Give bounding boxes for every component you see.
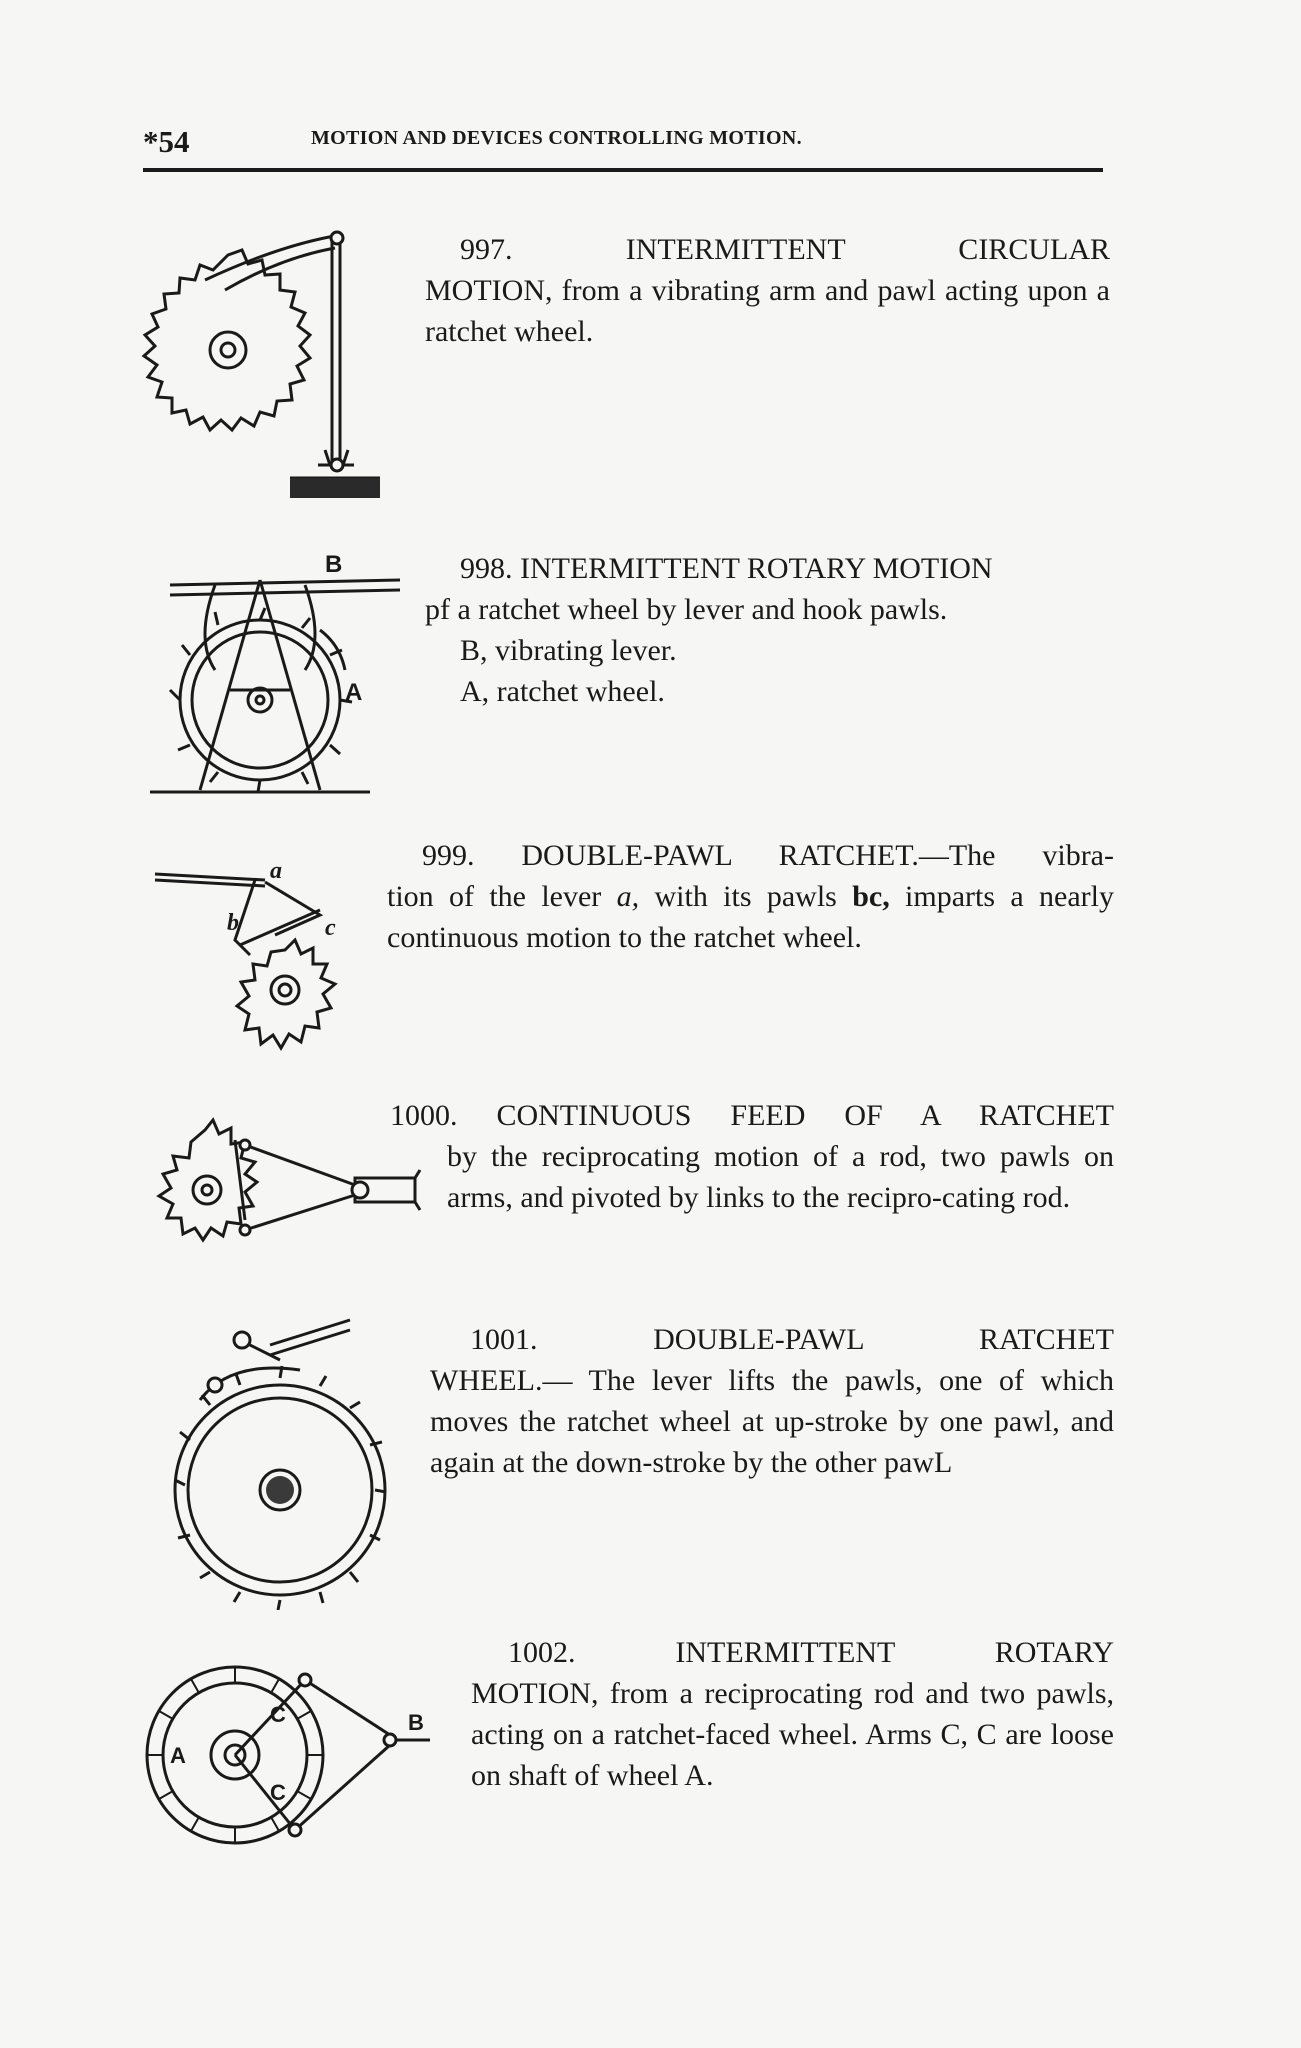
entry-998-line-3: A, ratchet wheel. [460,675,665,708]
figure-1000-continuous-feed [145,1110,425,1260]
entry-1000-heading: 1000. CONTINUOUS FEED OF A RATCHET [390,1099,1114,1132]
entry-999-text-c: imparts a nearly continuous motion to the ratchet wheel. [387,880,1114,954]
entry-999-text-a: tion of the lever [387,880,617,913]
figure-997-vibrating-arm-ratchet [140,220,400,520]
entry-1002-text: MOTION, from a reciprocating rod and two pawls, acting on a ratchet-faced wheel. Arms C, C are loose on shaft of wheel A. [471,1677,1114,1792]
figure-999-label-a: a [270,860,282,884]
page-number: *54 [143,124,190,159]
entry-998-line-1: pf a ratchet wheel by lever and hook pawls. [425,593,948,626]
figure-1002-label-a: A [170,1743,186,1768]
entry-999 [387,835,1114,958]
figure-1002-label-c-lower: C [270,1780,286,1805]
running-head: MOTION AND DEVICES CONTROLLING MOTION. [311,127,802,149]
entry-997-heading: 997. INTERMITTENT CIRCULAR [460,233,1110,266]
entry-999-lever-label: a, [616,880,640,913]
figure-1001-double-pawl-ratchet-wheel [160,1310,390,1610]
figure-998-label-a: A [345,679,363,706]
entry-999-heading: 999. DOUBLE-PAWL RATCHET.—The vibra- [422,839,1114,872]
entry-1002-heading: 1002. INTERMITTENT ROTARY [508,1636,1114,1669]
entry-1000-text: by the reciprocating motion of a rod, two pawls on arms, and pivoted by links to the recipro-cating rod. [447,1140,1114,1214]
entry-1000 [390,1095,1114,1218]
entry-999-text [387,876,1114,958]
entry-998 [425,548,1110,712]
figure-1002-label-c-upper: C [270,1702,286,1727]
figure-999-label-b: b [227,910,239,936]
entry-1001-text: WHEEL.— The lever lifts the pawls, one of which moves the ratchet wheel at up-stroke by one pawl, and again at the down-stroke by the other pawL [430,1364,1114,1479]
figure-1002-ratchet-faced-wheel [140,1660,440,1850]
figure-998-label-b: B [325,551,343,578]
entry-999-text-b: with its pawls [639,880,853,913]
figure-998-lever-hook-pawls [140,550,420,800]
entry-997-text: MOTION, from a vibrating arm and pawl acting upon a ratchet wheel. [425,274,1110,348]
entry-1001-heading: 1001. DOUBLE-PAWL RATCHET [470,1323,1114,1356]
figure-999-label-c: c [325,915,336,941]
entry-998-heading: 998. INTERMITTENT ROTARY MOTION [460,552,993,585]
entry-998-line-2: B, vibrating lever. [460,634,677,667]
figure-999-double-pawl-ratchet [145,860,355,1060]
entry-999-pawls-label: bc, [852,880,890,913]
entry-1001 [430,1319,1114,1483]
entry-997 [425,229,1110,352]
figure-1002-label-b: B [408,1710,424,1735]
entry-1002 [471,1632,1114,1796]
header-rule [143,168,1103,172]
